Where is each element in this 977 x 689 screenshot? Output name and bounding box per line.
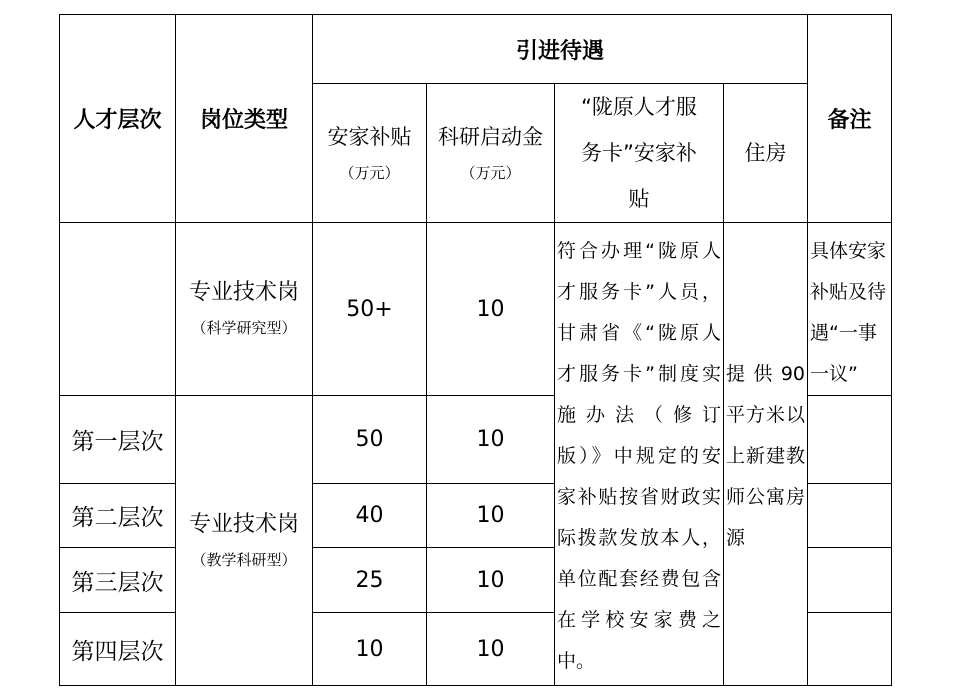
post-type-teaching (176, 396, 313, 686)
card-subsidy-text (555, 223, 724, 686)
card-text-line: 符合办理“陇原人 (557, 240, 721, 262)
row-3-level: 第三层次 (60, 548, 176, 613)
talent-treatment-table (59, 14, 892, 686)
remarks-text (808, 223, 892, 396)
card-text-line: 中。 (557, 650, 596, 672)
housing-text (724, 223, 808, 686)
header-card-subsidy (555, 84, 724, 223)
research-fund-label: 科研启动金 (438, 125, 543, 149)
housing-text-line: 上新建教 (726, 445, 805, 467)
card-text-line: 才服务卡”人员， (557, 281, 721, 303)
row-2-level: 第二层次 (60, 484, 176, 548)
card-text-line: 才服务卡”制度实 (557, 363, 721, 385)
row-1-fund: 10 (427, 396, 555, 484)
post-type-research-name: 专业技术岗 (188, 280, 299, 305)
row-3-subsidy: 25 (313, 548, 427, 613)
post-type-teaching-name: 专业技术岗 (188, 511, 299, 537)
header-settle-subsidy (313, 84, 427, 223)
card-text-line: 施办法（修订 (557, 404, 721, 426)
card-subsidy-line-3: 贴 (628, 187, 650, 211)
row-4-subsidy: 10 (313, 613, 427, 686)
housing-text-line: 师公寓房 (726, 486, 805, 508)
card-subsidy-line-1: “陇原人才服 (581, 95, 697, 119)
row-2-fund: 10 (427, 484, 555, 548)
row-3-fund: 10 (427, 548, 555, 613)
settle-subsidy-label: 安家补贴 (327, 125, 412, 149)
card-text-line: 甘肃省《“陇原人 (557, 322, 721, 344)
housing-text-line: 提供90 (726, 363, 805, 385)
post-type-research-sub: （科学研究型） (191, 319, 297, 337)
remarks-text-line: 补贴及待 (810, 281, 887, 303)
row-4-fund: 10 (427, 613, 555, 686)
settle-subsidy-unit: （万元） (339, 164, 400, 182)
header-housing: 住房 (724, 84, 808, 223)
row-4-remarks (808, 613, 892, 686)
card-text-line: 际拨款发放本人， (557, 527, 721, 549)
row-0-subsidy: 50+ (313, 223, 427, 396)
row-3-remarks (808, 548, 892, 613)
card-text-line: 版）》中规定的安 (557, 445, 721, 467)
post-type-research (176, 223, 313, 396)
housing-text-line: 源 (726, 527, 746, 549)
row-4-level: 第四层次 (60, 613, 176, 686)
remarks-text-line: 一议” (810, 363, 858, 385)
housing-text-line: 平方米以 (726, 404, 805, 426)
row-2-subsidy: 40 (313, 484, 427, 548)
post-type-teaching-sub: （教学科研型） (191, 550, 297, 569)
research-fund-unit: （万元） (460, 164, 521, 182)
row-1-subsidy: 50 (313, 396, 427, 484)
row-0-level (60, 223, 176, 396)
card-text-line: 家补贴按省财政实 (557, 486, 721, 508)
header-post-type: 岗位类型 (176, 15, 313, 223)
card-subsidy-line-2: 务卡”安家补 (581, 141, 697, 165)
row-1-level: 第一层次 (60, 396, 176, 484)
header-level: 人才层次 (60, 15, 176, 223)
header-research-fund (427, 84, 555, 223)
remarks-text-line: 具体安家 (810, 240, 887, 262)
header-treatment: 引进待遇 (313, 15, 808, 84)
header-remarks: 备注 (808, 15, 892, 223)
row-0-fund: 10 (427, 223, 555, 396)
card-text-line: 单位配套经费包含 (557, 568, 721, 590)
card-text-line: 在学校安家费之 (557, 609, 721, 631)
row-1-remarks (808, 396, 892, 484)
remarks-text-line: 遇“一事 (810, 322, 877, 344)
row-2-remarks (808, 484, 892, 548)
